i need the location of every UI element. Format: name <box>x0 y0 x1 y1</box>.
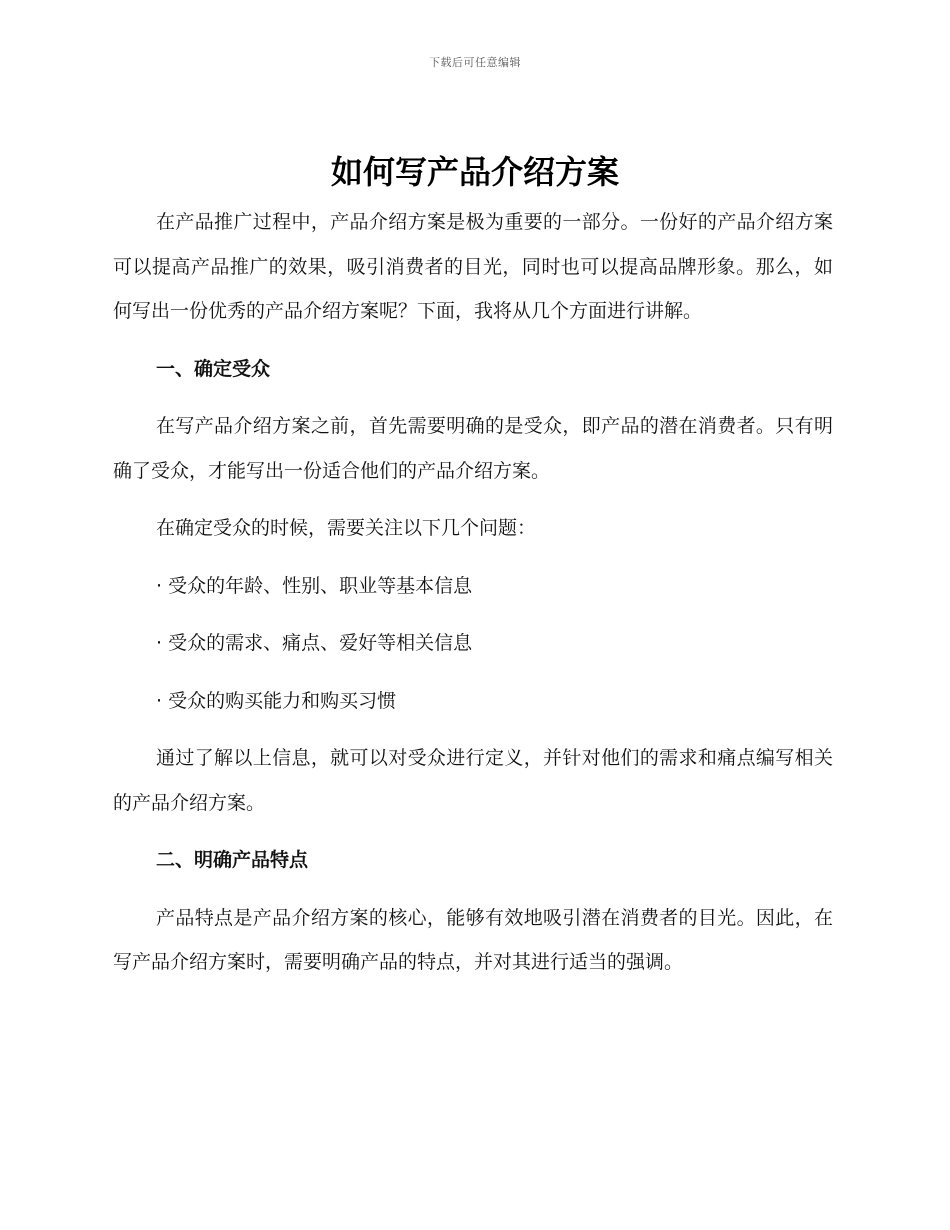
intro-paragraph: 在产品推广过程中，产品介绍方案是极为重要的一部分。一份好的产品介绍方案可以提高产品推广的效果，吸引消费者的目光，同时也可以提高品牌形象。那么，如何写出一份优秀的产品介绍方案呢？下面，我将从几个方面进行讲解。 <box>113 211 833 322</box>
section1-paragraph-1: 在写产品介绍方案之前，首先需要明确的是受众，即产品的潜在消费者。只有明确了受众，才能写出一份适合他们的产品介绍方案。 <box>113 415 833 482</box>
section2-paragraph-1: 产品特点是产品介绍方案的核心，能够有效地吸引潜在消费者的目光。因此，在写产品介绍方案时，需要明确产品的特点，并对其进行适当的强调。 <box>113 906 833 973</box>
section-heading-1: 一、确定受众 <box>156 357 271 380</box>
bullet-item: · 受众的年龄、性别、职业等基本信息 <box>156 574 473 597</box>
document-title: 如何写产品介绍方案 <box>330 153 619 191</box>
bullet-item: · 受众的需求、痛点、爱好等相关信息 <box>156 632 473 654</box>
header-note: 下载后可任意编辑 <box>429 56 521 69</box>
document-body <box>113 200 833 985</box>
section1-paragraph-3: 通过了解以上信息，就可以对受众进行定义，并针对他们的需求和痛点编写相关的产品介绍方案。 <box>113 747 833 814</box>
section-heading-2: 二、明确产品特点 <box>156 849 309 871</box>
section1-paragraph-2: 在确定受众的时候，需要关注以下几个问题： <box>156 517 537 539</box>
bullet-item: · 受众的购买能力和购买习惯 <box>156 689 397 712</box>
